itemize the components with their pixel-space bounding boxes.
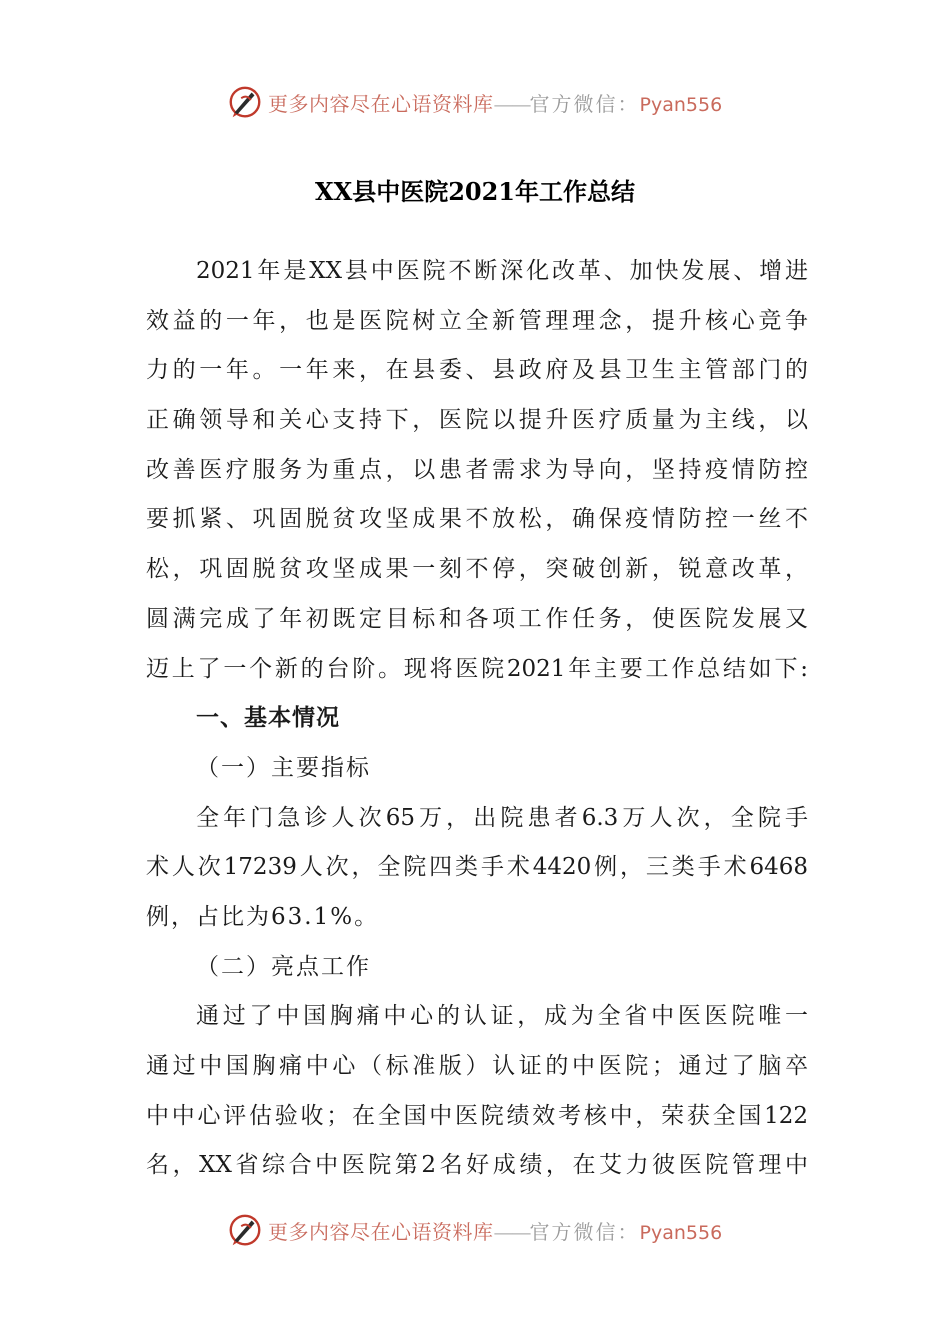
watermark-handle: Pyan556 bbox=[639, 93, 723, 116]
watermark-dash: —— bbox=[493, 91, 530, 116]
watermark-brand: 更多内容尽在心语资料库 bbox=[268, 1219, 494, 1244]
watermark-handle: Pyan556 bbox=[639, 1221, 723, 1244]
watermark-content bbox=[226, 82, 722, 122]
indicators-line: 术人次17239人次，全院四类手术4420例，三类手术6468 bbox=[146, 854, 808, 881]
subsection-heading-key-indicators: （一）主要指标 bbox=[196, 754, 371, 781]
subsection-heading-highlights: （二）亮点工作 bbox=[196, 953, 371, 980]
watermark-banner-bottom bbox=[0, 1210, 950, 1250]
indicators-line: 例，占比为63.1%。 bbox=[146, 903, 380, 930]
intro-line: 松，巩固脱贫攻坚成果一刻不停，突破创新，锐意改革， bbox=[146, 556, 808, 583]
watermark-wechat-label: 官方微信： bbox=[529, 91, 640, 116]
pen-circle-logo-icon bbox=[226, 1211, 264, 1249]
watermark-brand: 更多内容尽在心语资料库 bbox=[268, 91, 494, 116]
section-heading-basic-info: 一、基本情况 bbox=[196, 705, 340, 732]
intro-line: 圆满完成了年初既定目标和各项工作任务，使医院发展又 bbox=[146, 605, 808, 632]
watermark-banner-top bbox=[0, 82, 950, 122]
watermark-text bbox=[268, 1216, 722, 1245]
watermark-dash: —— bbox=[493, 1219, 530, 1244]
document-body bbox=[146, 247, 808, 1191]
intro-line: 改善医疗服务为重点，以患者需求为导向，坚持疫情防控 bbox=[146, 456, 808, 483]
intro-line: 2021年是XX县中医院不断深化改革、加快发展、增进 bbox=[196, 258, 808, 284]
highlights-line: 中中心评估验收；在全国中医院绩效考核中，荣获全国122 bbox=[146, 1102, 808, 1129]
intro-line: 效益的一年，也是医院树立全新管理理念，提升核心竞争 bbox=[146, 307, 808, 334]
intro-line: 力的一年。一年来，在县委、县政府及县卫生主管部门的 bbox=[146, 357, 808, 384]
highlights-line: 通过了中国胸痛中心的认证，成为全省中医医院唯一 bbox=[196, 1003, 808, 1030]
highlights-line: 名，XX省综合中医院第2名好成绩，在艾力彼医院管理中 bbox=[146, 1152, 808, 1179]
intro-line: 迈上了一个新的台阶。现将医院2021年主要工作总结如下: bbox=[146, 655, 808, 682]
intro-line: 要抓紧、巩固脱贫攻坚成果不放松，确保疫情防控一丝不 bbox=[146, 506, 808, 533]
document-title: XX县中医院2021年工作总结 bbox=[314, 177, 636, 206]
watermark-text bbox=[268, 88, 722, 117]
watermark-content bbox=[226, 1210, 722, 1250]
pen-circle-logo-icon bbox=[226, 83, 264, 121]
watermark-wechat-label: 官方微信： bbox=[529, 1219, 640, 1244]
indicators-line: 全年门急诊人次65万，出院患者6.3万人次，全院手 bbox=[196, 804, 808, 831]
intro-line: 正确领导和关心支持下，医院以提升医疗质量为主线，以 bbox=[146, 407, 808, 434]
highlights-line: 通过中国胸痛中心（标准版）认证的中医院；通过了脑卒 bbox=[146, 1053, 808, 1079]
